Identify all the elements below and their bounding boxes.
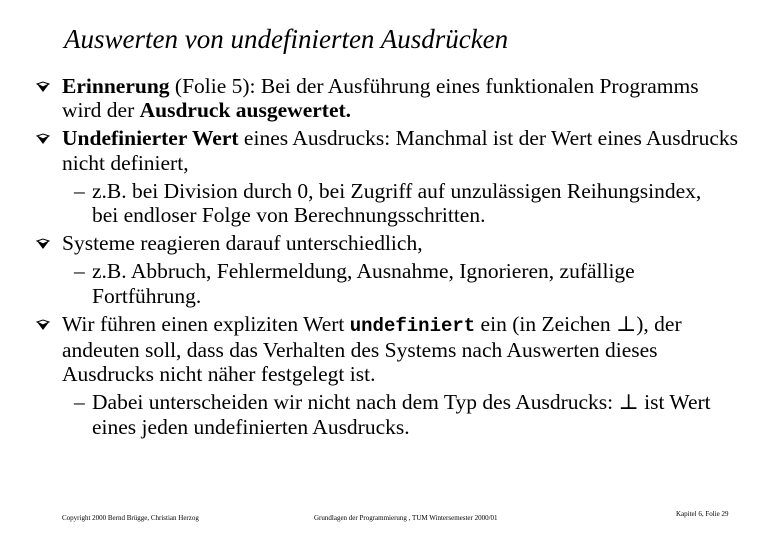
sub-text: Dabei unterscheiden wir nicht nach dem Typ des Ausdrucks: ⊥ ist Wert eines jeden undefinierten Ausdrucks. xyxy=(92,390,711,439)
sub-item xyxy=(0,390,732,438)
sub-text: z.B. Abbruch, Fehlermeldung, Ausnahme, Ignorieren, zufällige Fortführung. xyxy=(92,259,635,308)
bullet-item xyxy=(0,231,742,255)
sub-item xyxy=(0,259,732,307)
slide-content xyxy=(0,74,780,443)
bullet-bold: Erinnerung xyxy=(62,74,170,98)
diamond-bullet-icon xyxy=(36,238,50,250)
slide-title: Auswerten von undefinierten Ausdrücken xyxy=(64,24,509,54)
dash-marker: – xyxy=(74,178,85,203)
bullet-bold: Ausdruck ausgewertet. xyxy=(139,98,352,123)
dash-marker: – xyxy=(74,390,85,415)
bullet-text: Wir führen einen expliziten Wert xyxy=(62,311,350,336)
bullet-text: ein (in Zeichen ⊥), der andeuten soll, dass das Verhalten des Systems nach Auswerten dieses Ausdrucks nicht näher festgelegt ist. xyxy=(62,311,682,387)
dash-marker: – xyxy=(74,259,85,284)
sub-item xyxy=(0,179,732,227)
footer-course: Grundlagen der Programmierung , TUM Wintersemester 2000/01 xyxy=(314,514,498,522)
code-keyword: undefiniert xyxy=(349,314,476,337)
bullet-text: (Folie 5): Bei der Ausführung eines funktionalen Programms wird der xyxy=(62,74,699,123)
bullet-text: eines Ausdrucks: Manchmal ist der Wert eines Ausdrucks nicht definiert, xyxy=(62,126,738,175)
diamond-bullet-icon xyxy=(36,319,50,331)
bullet-item xyxy=(0,74,742,122)
diamond-bullet-icon xyxy=(36,133,50,145)
footer-slide-number: Kapitel 6, Folie 29 xyxy=(676,510,729,518)
bullet-item xyxy=(0,312,742,387)
diamond-bullet-icon xyxy=(36,81,50,93)
footer-copyright: Copyright 2000 Bernd Brügge, Christian Herzog xyxy=(62,514,199,522)
bullet-text: Systeme reagieren darauf unterschiedlich, xyxy=(62,231,423,256)
bullet-item xyxy=(0,126,742,174)
bullet-bold: Undefinierter Wert xyxy=(62,126,239,151)
sub-text: z.B. bei Division durch 0, bei Zugriff auf unzulässigen Reihungsindex, bei endloser Folge von Berechnungsschritten. xyxy=(92,178,702,228)
